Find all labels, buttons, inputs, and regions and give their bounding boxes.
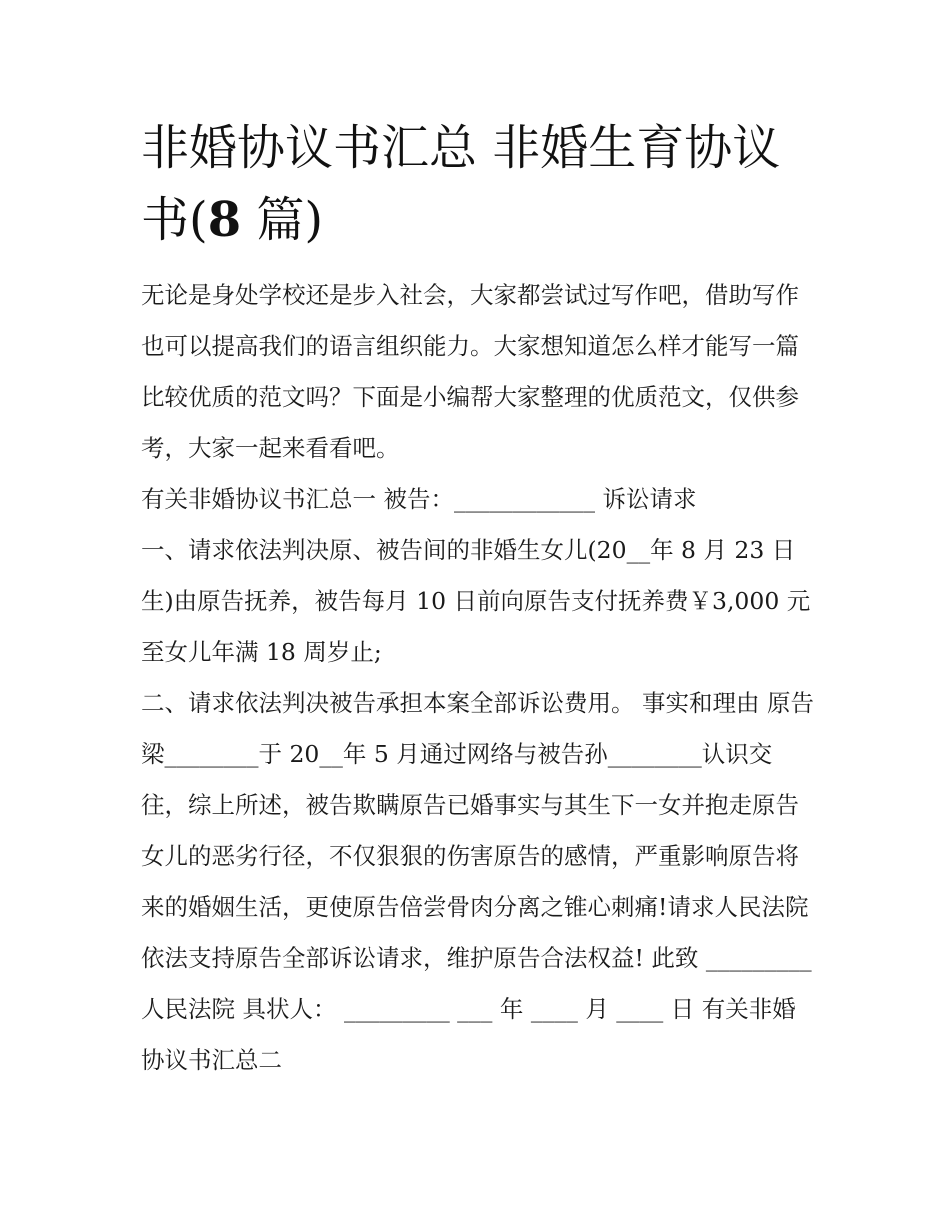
section-heading-paragraph: 有关非婚协议书汇总一 被告：____________ 诉讼请求 bbox=[141, 485, 697, 513]
claim-one-paragraph: 一、请求依法判决原、被告间的非婚生女儿(20__年 8 月 23 日生)由原告抚养，被告每月 10 日前向原告支付抚养费￥3,000 元至女儿年满 18 周岁止; bbox=[141, 536, 811, 666]
document-title-count: 8 bbox=[207, 192, 242, 248]
claim-two-paragraph: 二、请求依法判决被告承担本案全部诉讼费用。 事实和理由 原告梁________于 20__年 5 月通过网络与被告孙________认识交往，综上所述，被告欺瞒原告已婚事实与其生下一女并抱走原告女儿的恶劣行径，不仅狠狠的伤害原告的感情，严重影响原告将来的婚姻生活，更使原告倍尝骨肉分离之锥心刺痛!请求人民法院依法支持原告全部诉讼请求，维护原告合法权益! 此致 _________人民法院 具状人： _________ ___ 年 ____ 月 ____ 日 有关非婚协议书汇总二 bbox=[141, 689, 814, 1074]
document-title bbox=[141, 112, 816, 256]
document-title-text: 非婚协议书汇总 非婚生育协议书( bbox=[141, 120, 781, 248]
intro-paragraph: 无论是身处学校还是步入社会，大家都尝试过写作吧，借助写作也可以提高我们的语言组织能力。大家想知道怎么样才能写一篇比较优质的范文吗？下面是小编帮大家整理的优质范文，仅供参考，大家一起来看看吧。 bbox=[141, 281, 799, 462]
document-title-suffix: 篇) bbox=[241, 192, 324, 248]
document-page bbox=[141, 112, 816, 1086]
